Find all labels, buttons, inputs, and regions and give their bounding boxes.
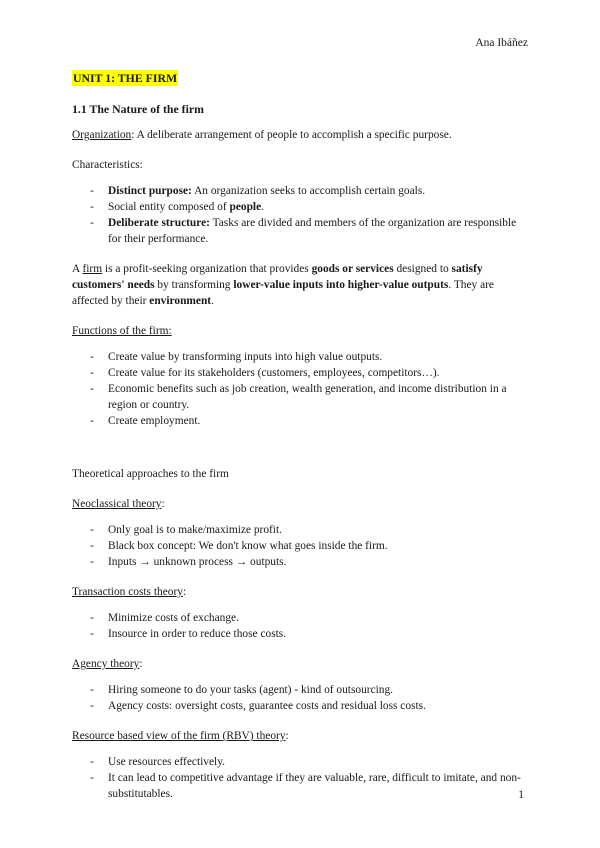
list-item: - Create value for its stakeholders (customers, employees, competitors…). <box>72 365 528 381</box>
bold-term: people <box>229 201 262 213</box>
agency-list <box>72 682 528 714</box>
text: designed to <box>393 263 452 275</box>
list-item <box>72 215 528 247</box>
document-body <box>72 70 528 802</box>
characteristics-heading: Characteristics: <box>72 159 143 171</box>
list-item <box>72 199 528 215</box>
list-item: - Agency costs: oversight costs, guarantee costs and residual loss costs. <box>72 698 528 714</box>
organization-term: Organization <box>72 129 132 141</box>
rbv-heading: Resource based view of the firm (RBV) theory <box>72 730 286 742</box>
page-number: 1 <box>518 789 524 801</box>
firm-term: firm <box>82 263 103 275</box>
text: by transforming <box>154 279 234 291</box>
bold-term: Distinct purpose: <box>108 185 192 197</box>
bold-term: satisfy customers' needs <box>72 263 483 291</box>
item-text: Tasks are divided and members of the organization are responsible for their performance. <box>108 217 517 245</box>
theoretical-heading: Theoretical approaches to the firm <box>72 468 229 480</box>
colon: : <box>161 498 165 510</box>
list-item: - Black box concept: We don't know what goes inside the firm. <box>72 538 528 554</box>
firm-definition <box>72 261 528 309</box>
list-item: - Create value by transforming inputs into high value outputs. <box>72 349 528 365</box>
item-text: Social entity composed of <box>108 201 230 213</box>
list-item: - Only goal is to make/maximize profit. <box>72 522 528 538</box>
colon: : <box>182 586 187 598</box>
header-author: Ana Ibáñez <box>475 37 528 49</box>
functions-list <box>72 349 528 429</box>
colon: : <box>139 658 143 670</box>
list-item: - It can lead to competitive advantage if they are valuable, rare, difficult to imitate, and non-substitutables. <box>72 770 528 802</box>
text: . They are affected by their <box>72 279 494 307</box>
bold-term: goods or services <box>311 263 394 275</box>
list-item: - Use resources effectively. <box>72 754 528 770</box>
agency-heading: Agency theory <box>72 658 140 670</box>
list-item: - Economic benefits such as job creation, wealth generation, and income distribution in a region or country. <box>72 381 528 413</box>
list-item: - Insource in order to reduce those costs. <box>72 626 528 642</box>
list-item: - Hiring someone to do your tasks (agent) - kind of outsourcing. <box>72 682 528 698</box>
text: A <box>72 263 83 275</box>
transaction-heading: Transaction costs theory <box>72 586 183 598</box>
colon: : <box>285 730 289 742</box>
neoclassical-heading: Neoclassical theory <box>72 498 162 510</box>
list-item: - Create employment. <box>72 413 528 429</box>
list-item: - Inputs → unknown process → outputs. <box>72 554 528 570</box>
text: is a profit-seeking organization that provides <box>102 263 312 275</box>
rbv-list <box>72 754 528 802</box>
neoclassical-list <box>72 522 528 570</box>
text: . <box>211 295 214 307</box>
bold-term: environment <box>149 295 212 307</box>
item-text: . <box>261 201 264 213</box>
bold-term: lower-value inputs into higher-value outputs <box>233 279 449 291</box>
organization-definition-text: : A deliberate arrangement of people to accomplish a specific purpose. <box>131 129 452 141</box>
section-title: 1.1 The Nature of the firm <box>72 102 204 116</box>
item-text: An organization seeks to accomplish certain goals. <box>191 185 426 197</box>
list-item: - Minimize costs of exchange. <box>72 610 528 626</box>
unit-title: UNIT 1: THE FIRM <box>73 71 178 85</box>
functions-heading: Functions of the firm: <box>72 325 172 337</box>
organization-definition <box>72 127 528 143</box>
characteristics-list <box>72 183 528 247</box>
transaction-list <box>72 610 528 642</box>
bold-term: Deliberate structure: <box>108 217 210 229</box>
list-item <box>72 183 528 199</box>
